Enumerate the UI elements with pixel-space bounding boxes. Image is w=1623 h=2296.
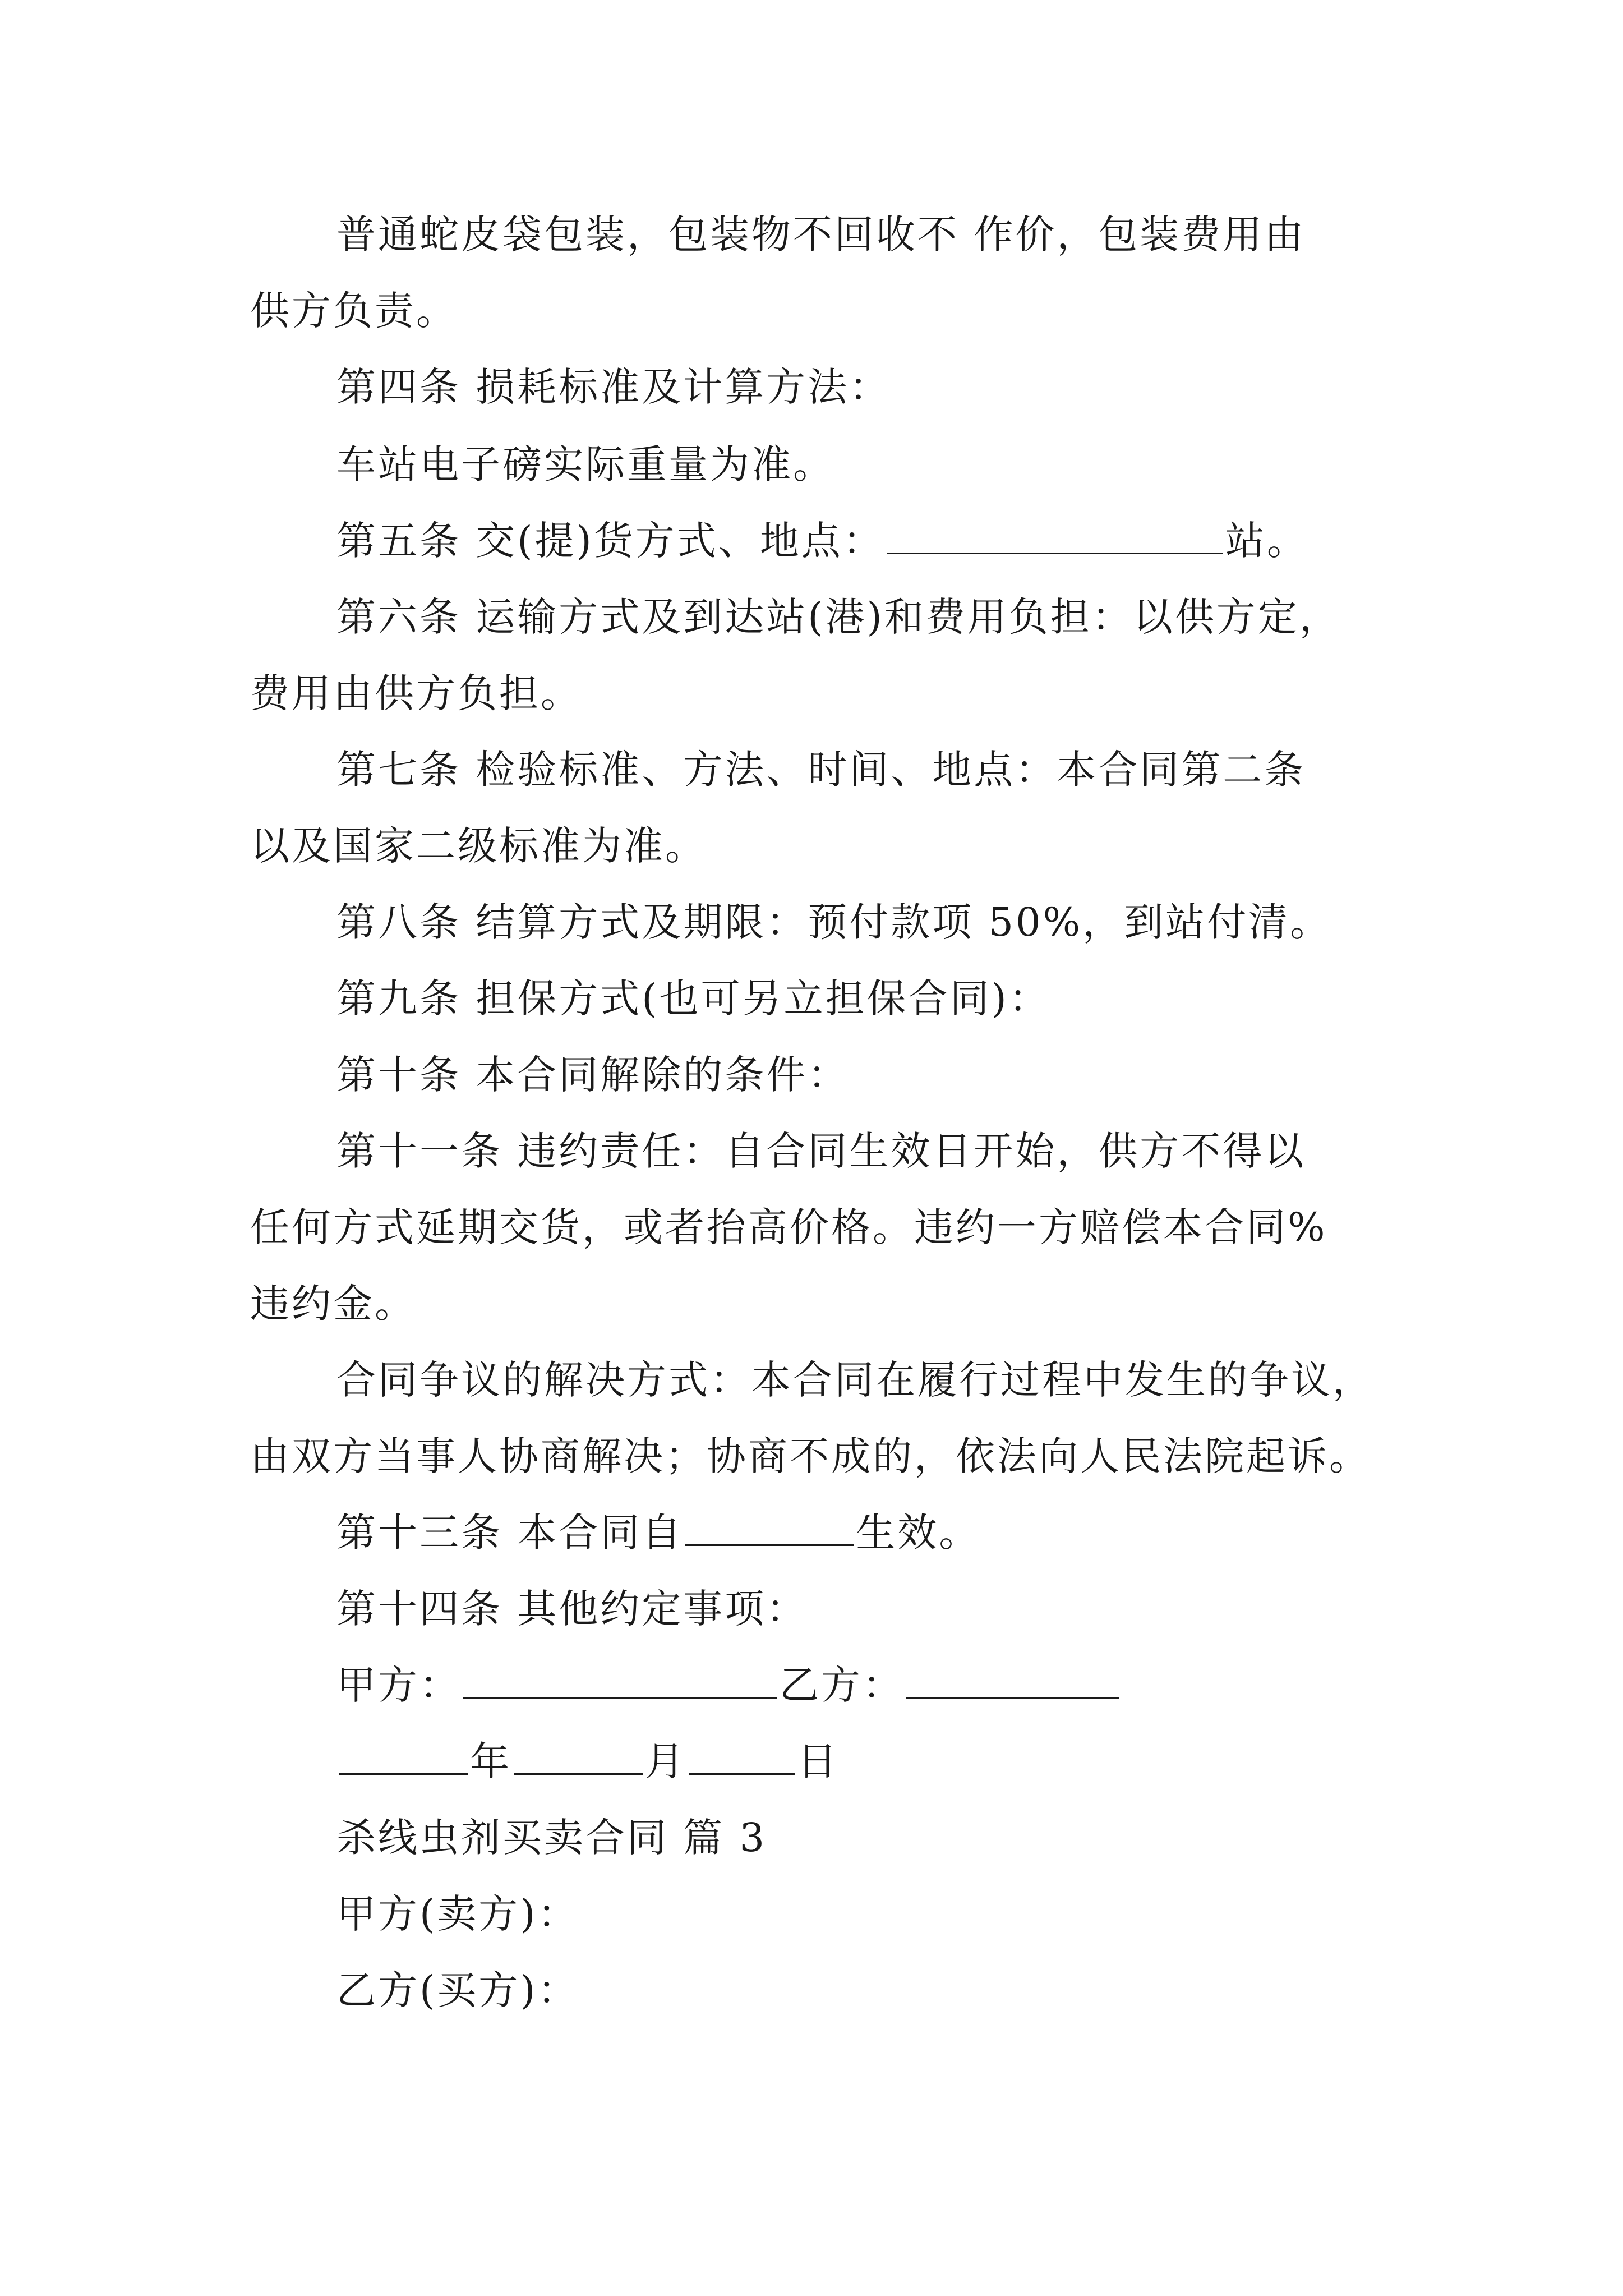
article-4-heading: 第四条 损耗标准及计算方法： bbox=[336, 364, 891, 410]
effective-date-blank[interactable] bbox=[685, 1511, 854, 1546]
day-label: 日 bbox=[797, 1738, 839, 1784]
article-13-line bbox=[336, 1506, 980, 1559]
article-14-line: 第十四条 其他约定事项： bbox=[336, 1586, 808, 1632]
year-blank[interactable] bbox=[339, 1740, 468, 1775]
party-b-sign-blank[interactable] bbox=[906, 1663, 1119, 1699]
section-3-heading: 杀线虫剂买卖合同 篇 3 bbox=[336, 1815, 767, 1861]
party-a-seller-line: 甲方(卖方)： bbox=[336, 1891, 579, 1937]
article-11-line2: 任何方式延期交货，或者抬高价格。违约一方赔偿本合同% bbox=[250, 1204, 1327, 1250]
month-blank[interactable] bbox=[514, 1740, 643, 1775]
article-11-line3: 违约金。 bbox=[250, 1281, 416, 1327]
party-a-sign-label: 甲方： bbox=[336, 1662, 461, 1708]
dispute-line1: 合同争议的解决方式：本合同在履行过程中发生的争议， bbox=[336, 1357, 1374, 1403]
article-7-line1: 第七条 检验标准、方法、时间、地点：本合同第二条 bbox=[336, 747, 1306, 793]
paragraph-packaging-line2: 供方负责。 bbox=[250, 288, 458, 334]
article-6-line2: 费用由供方负担。 bbox=[250, 670, 582, 716]
party-b-sign-label: 乙方： bbox=[780, 1662, 904, 1708]
article-8-line: 第八条 结算方式及期限：预付款项 50%，到站付清。 bbox=[336, 899, 1332, 945]
article-11-line1: 第十一条 违约责任：自合同生效日开始，供方不得以 bbox=[336, 1128, 1306, 1174]
party-a-sign-blank[interactable] bbox=[463, 1663, 777, 1699]
article-7-line2: 以及国家二级标准为准。 bbox=[250, 823, 707, 869]
article-4-text: 车站电子磅实际重量为准。 bbox=[336, 441, 834, 487]
delivery-station-blank[interactable] bbox=[887, 519, 1223, 554]
date-line bbox=[336, 1734, 839, 1788]
article-13-label: 第十三条 本合同自 bbox=[336, 1510, 684, 1556]
article-5-suffix: 站。 bbox=[1225, 518, 1308, 564]
article-9-line: 第九条 担保方式(也可另立担保合同)： bbox=[336, 976, 1050, 1022]
party-b-buyer-line: 乙方(买方)： bbox=[336, 1967, 579, 2013]
article-5-line bbox=[336, 514, 1308, 568]
article-6-line1: 第六条 运输方式及到达站(港)和费用负担：以供方定， bbox=[336, 594, 1341, 640]
article-5-label: 第五条 交(提)货方式、地点： bbox=[336, 518, 884, 564]
month-label: 月 bbox=[645, 1738, 686, 1784]
year-label: 年 bbox=[470, 1738, 511, 1784]
signature-line bbox=[336, 1658, 1122, 1712]
article-10-line: 第十条 本合同解除的条件： bbox=[336, 1052, 850, 1098]
day-blank[interactable] bbox=[689, 1740, 795, 1775]
article-13-suffix: 生效。 bbox=[856, 1510, 981, 1556]
paragraph-packaging-line1: 普通蛇皮袋包装，包装物不回收不 作价，包装费用由 bbox=[336, 211, 1306, 257]
dispute-line2: 由双方当事人协商解决；协商不成的，依法向人民法院起诉。 bbox=[250, 1433, 1371, 1479]
